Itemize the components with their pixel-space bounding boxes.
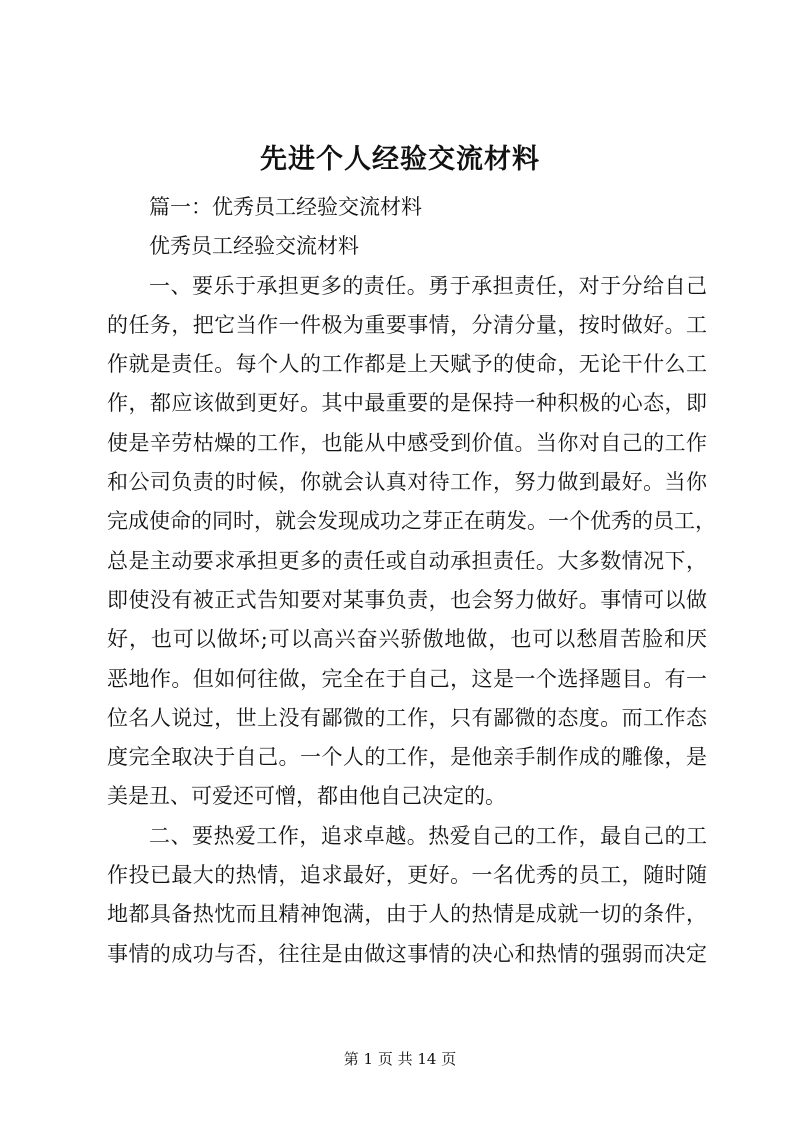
text-line: 事情的成功与否，往往是由做这事情的决心和热情的强弱而决定: [107, 941, 707, 966]
text-line: 地都具备热忱而且精神饱满，由于人的热情是成就一切的条件，: [107, 902, 707, 927]
text-line: 使是辛劳枯燥的工作，也能从中感受到价值。当你对自己的工作: [107, 430, 707, 455]
page-footer: 第 1 页 共 14 页: [343, 1050, 457, 1068]
paragraph-1: [107, 267, 716, 817]
text-line: 作就是责任。每个人的工作都是上天赋予的使命，无论干什么工: [107, 352, 707, 377]
text-line: 的任务，把它当作一件极为重要事情，分清分量，按时做好。工: [107, 312, 707, 337]
text-line: 作投已最大的热情，追求最好，更好。一名优秀的员工，随时随: [107, 863, 707, 888]
section-heading: 篇一：优秀员工经验交流材料: [149, 195, 422, 219]
subsection-heading: 优秀员工经验交流材料: [149, 234, 359, 259]
text-line: 恶地作。但如何往做，完全在于自己，这是一个选择题目。有一: [107, 666, 707, 691]
text-line: 即使没有被正式告知要对某事负责，也会努力做好。事情可以做: [107, 587, 707, 612]
paragraph-2: [107, 817, 707, 974]
text-line: 总是主动要求承担更多的责任或自动承担责任。大多数情况下，: [107, 548, 707, 573]
text-line: 位名人说过，世上没有鄙微的工作，只有鄙微的态度。而工作态: [107, 705, 707, 730]
text-line: 二、要热爱工作，追求卓越。热爱自己的工作，最自己的工: [149, 823, 707, 848]
text-line: 好，也可以做坏;可以高兴奋兴骄傲地做，也可以愁眉苦脸和厌: [107, 627, 707, 652]
text-line: 作，都应该做到更好。其中最重要的是保持一种积极的心态，即: [107, 391, 707, 416]
document-body: [107, 188, 716, 974]
text-line: 和公司负责的时候，你就会认真对待工作，努力做到最好。当你: [107, 470, 707, 495]
document-title: 先进个人经验交流材料: [260, 144, 540, 175]
text-line: 度完全取决于自己。一个人的工作，是他亲手制作成的雕像，是: [107, 745, 707, 770]
text-line: 完成使命的同时，就会发现成功之芽正在萌发。一个优秀的员工，: [107, 509, 716, 534]
text-line: 美是丑、可爱还可憎，都由他自己决定的。: [107, 784, 506, 809]
text-line: 一、要乐于承担更多的责任。勇于承担责任，对于分给自己: [149, 273, 707, 298]
